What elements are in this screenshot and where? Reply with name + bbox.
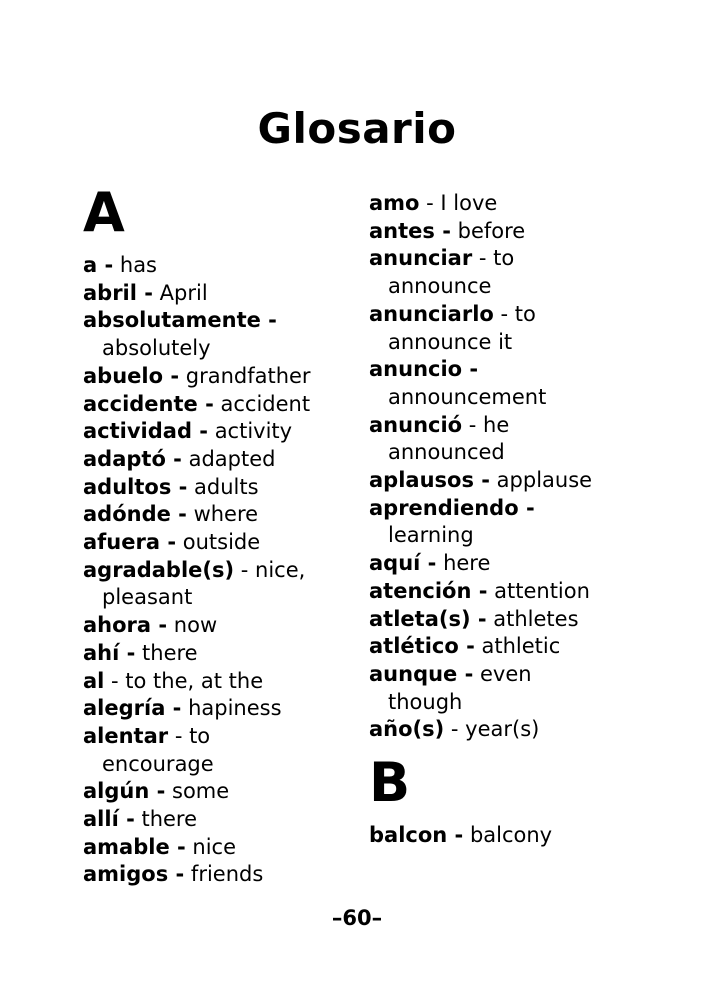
entry-definition: April <box>152 280 208 305</box>
glossary-entry <box>83 806 358 834</box>
glossary-entry <box>369 412 699 467</box>
glossary-entry <box>369 356 699 411</box>
glossary-entry <box>83 612 358 640</box>
glossary-entry <box>83 363 358 391</box>
page-number: –60– <box>331 906 383 930</box>
entry-list <box>369 190 699 744</box>
entry-term: atleta(s) - <box>369 606 487 631</box>
entry-term: afuera - <box>83 530 177 555</box>
entry-definition: - to the, at the <box>104 668 264 693</box>
entry-definition: hapiness <box>181 696 282 721</box>
entry-term: algún - <box>83 779 166 804</box>
entry-definition: outside <box>176 530 261 555</box>
page-title: Glosario <box>257 104 457 153</box>
glossary-entry <box>369 661 699 716</box>
entry-term: anuncio - <box>369 357 479 382</box>
entry-definition: nice <box>185 834 237 859</box>
entry-definition: athletes <box>486 606 579 631</box>
entry-term: antes - <box>369 218 451 243</box>
entry-definition-continued: announced <box>388 440 505 465</box>
entry-definition: there <box>134 807 198 832</box>
glossary-entry <box>83 834 358 862</box>
entry-term: adaptó - <box>83 446 182 471</box>
entry-definition: grandfather <box>179 363 311 388</box>
entry-term: atención - <box>369 578 488 603</box>
entry-term: ahí - <box>83 640 136 665</box>
entry-definition-continued: absolutely <box>102 336 211 361</box>
entry-term: adónde - <box>83 502 187 527</box>
entry-definition-continued: pleasant <box>102 585 193 610</box>
glossary-entry <box>369 245 699 300</box>
glossary-entry <box>83 474 358 502</box>
entry-term: amable - <box>83 834 186 859</box>
glossary-entry <box>369 218 699 246</box>
glossary-entry <box>83 391 358 419</box>
entry-definition: now <box>167 613 218 638</box>
entry-definition: - nice, <box>234 557 306 582</box>
entry-definition: - to <box>168 723 211 748</box>
entry-definition-continued: though <box>388 689 463 714</box>
entry-definition-continued: announcement <box>388 384 547 409</box>
entry-definition: - year(s) <box>444 717 540 742</box>
entry-definition: here <box>436 551 491 576</box>
entry-definition: adapted <box>181 446 276 471</box>
entry-definition-continued: learning <box>388 523 474 548</box>
entry-term: abuelo - <box>83 363 180 388</box>
entry-term: amo <box>369 191 420 215</box>
entry-definition: some <box>165 779 230 804</box>
glossary-entry <box>369 301 699 356</box>
entry-term: al <box>83 668 105 693</box>
entry-definition: before <box>450 218 526 243</box>
glossary-entry <box>83 252 358 280</box>
entry-term: ahora - <box>83 613 168 638</box>
glossary-entry <box>83 861 358 889</box>
entry-definition: balcony <box>463 823 553 848</box>
entry-definition-continued: announce <box>388 274 492 299</box>
entry-term: anunciarlo <box>369 301 494 326</box>
entry-definition: there <box>135 640 198 665</box>
entry-term: amigos - <box>83 862 185 887</box>
entry-definition: - to <box>472 246 515 271</box>
entry-term: atlético - <box>369 634 475 659</box>
glossary-entry <box>83 778 358 806</box>
entry-term: aunque - <box>369 661 474 686</box>
glossary-entry <box>83 280 358 308</box>
entry-definition-continued: announce it <box>388 329 513 354</box>
glossary-entry <box>369 467 699 495</box>
entry-term: abril - <box>83 280 153 305</box>
entry-term: aplausos - <box>369 468 490 493</box>
glossary-entry <box>83 418 358 446</box>
entry-definition: - he <box>462 412 510 437</box>
entry-definition: - I love <box>419 191 498 215</box>
entry-term: actividad - <box>83 419 209 444</box>
entry-definition: applause <box>489 468 593 493</box>
entry-definition-continued: encourage <box>102 751 214 776</box>
glossary-entry <box>83 529 358 557</box>
entry-term: adultos - <box>83 474 188 499</box>
entry-list <box>83 252 358 889</box>
glossary-entry <box>83 695 358 723</box>
glossary-entry <box>83 501 358 529</box>
glossary-entry <box>83 723 358 778</box>
entry-term: anunció <box>369 412 463 437</box>
entry-term: anunciar <box>369 246 473 271</box>
entry-term: allí - <box>83 807 135 832</box>
section-letter: B <box>369 751 411 815</box>
glossary-entry <box>369 822 699 850</box>
entry-definition: attention <box>487 578 590 603</box>
glossary-column-right <box>369 190 699 850</box>
entry-term: absolutamente - <box>83 308 277 333</box>
glossary-entry <box>83 557 358 612</box>
glossary-entry <box>369 550 699 578</box>
glossary-entry <box>369 495 699 550</box>
glossary-entry <box>83 640 358 668</box>
entry-definition: activity <box>208 419 293 444</box>
entry-definition: - to <box>493 301 536 326</box>
glossary-entry <box>369 633 699 661</box>
entry-definition: friends <box>184 862 264 887</box>
entry-definition: accident <box>213 391 311 416</box>
entry-definition: has <box>113 253 157 277</box>
entry-term: aquí - <box>369 551 437 576</box>
entry-term: alentar <box>83 723 169 748</box>
entry-term: a - <box>83 253 114 277</box>
glossary-column-left <box>83 181 358 889</box>
glossary-entry <box>369 716 699 744</box>
glossary-entry <box>83 307 358 362</box>
entry-term: accidente - <box>83 391 214 416</box>
section-letter: A <box>83 181 125 244</box>
glossary-entry <box>83 668 358 696</box>
glossary-entry <box>369 190 699 218</box>
entry-term: año(s) <box>369 717 445 742</box>
entry-definition: even <box>473 661 532 686</box>
entry-term: agradable(s) <box>83 557 235 582</box>
entry-term: alegría - <box>83 696 182 721</box>
entry-definition: athletic <box>474 634 561 659</box>
entry-list <box>369 822 699 850</box>
glossary-entry <box>369 606 699 634</box>
entry-definition: where <box>186 502 259 527</box>
entry-definition: adults <box>187 474 259 499</box>
entry-term: balcon - <box>369 823 464 848</box>
glossary-entry <box>83 446 358 474</box>
entry-term: aprendiendo - <box>369 495 535 520</box>
glossary-entry <box>369 578 699 606</box>
